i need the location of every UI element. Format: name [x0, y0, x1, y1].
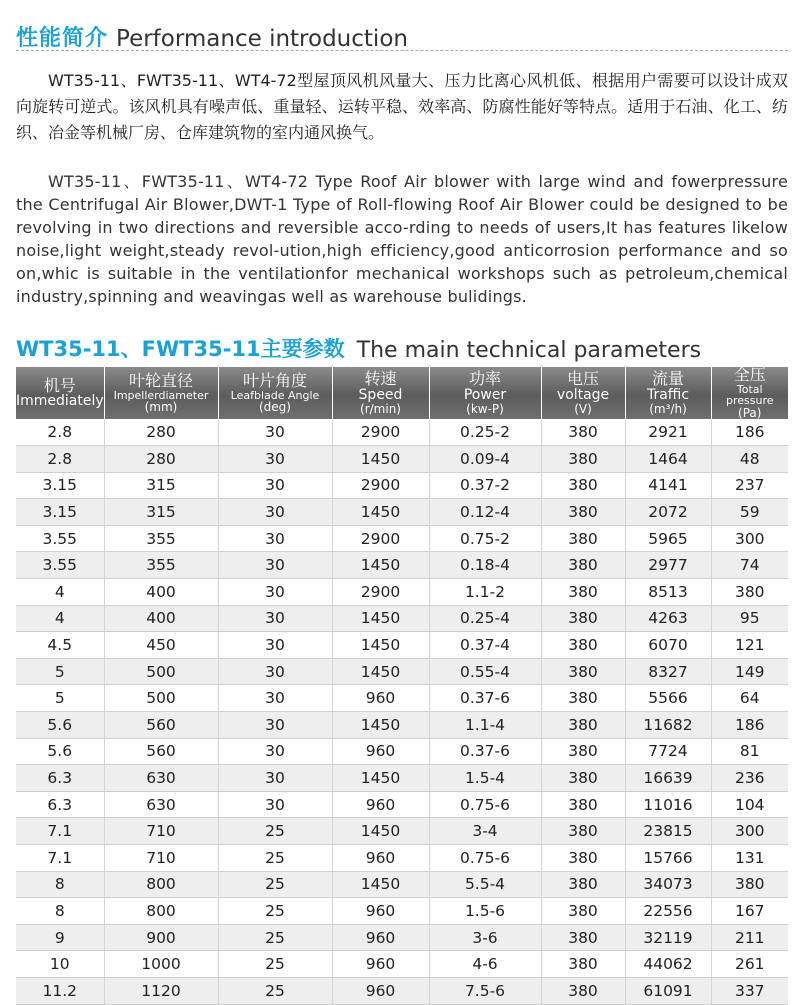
cell-total-pressure: 261: [711, 951, 788, 978]
cell-impeller-diameter: 1120: [104, 977, 218, 1004]
cell-voltage: 380: [541, 446, 625, 473]
params-title-en: The main technical parameters: [356, 338, 702, 363]
table-row: [16, 685, 788, 712]
cell-speed: 960: [332, 791, 429, 818]
cell-model: 4: [16, 579, 104, 606]
cell-power: 0.25-2: [429, 419, 541, 445]
cell-speed: 960: [332, 738, 429, 765]
cell-power: 0.12-4: [429, 499, 541, 526]
table-row: [16, 951, 788, 978]
cell-blade-angle: 30: [218, 685, 332, 712]
cell-speed: 1450: [332, 632, 429, 659]
cell-blade-angle: 30: [218, 632, 332, 659]
cell-traffic: 2072: [625, 499, 711, 526]
cell-power: 0.09-4: [429, 446, 541, 473]
cell-traffic: 16639: [625, 765, 711, 792]
cell-power: 0.55-4: [429, 658, 541, 685]
cell-total-pressure: 64: [711, 685, 788, 712]
cell-impeller-diameter: 280: [104, 419, 218, 445]
cell-total-pressure: 237: [711, 472, 788, 499]
table-row: [16, 446, 788, 473]
cell-impeller-diameter: 355: [104, 525, 218, 552]
cell-blade-angle: 30: [218, 446, 332, 473]
cell-traffic: 34073: [625, 871, 711, 898]
cell-total-pressure: 186: [711, 712, 788, 739]
header-impeller-diameter: 叶轮直径 Impellerdiameter (mm): [104, 367, 218, 419]
cell-model: 2.8: [16, 419, 104, 445]
cell-speed: 960: [332, 685, 429, 712]
cell-total-pressure: 81: [711, 738, 788, 765]
cell-voltage: 380: [541, 419, 625, 445]
cell-speed: 960: [332, 951, 429, 978]
cell-impeller-diameter: 280: [104, 446, 218, 473]
cell-speed: 1450: [332, 499, 429, 526]
cell-total-pressure: 380: [711, 871, 788, 898]
cell-blade-angle: 30: [218, 552, 332, 579]
cell-power: 0.75-6: [429, 844, 541, 871]
cell-speed: 960: [332, 924, 429, 951]
section-header: [16, 12, 788, 52]
table-row: [16, 738, 788, 765]
cell-model: 5.6: [16, 712, 104, 739]
cell-model: 5: [16, 685, 104, 712]
cell-voltage: 380: [541, 525, 625, 552]
cell-model: 9: [16, 924, 104, 951]
cell-blade-angle: 25: [218, 818, 332, 845]
cell-blade-angle: 30: [218, 499, 332, 526]
intro-paragraph-cn: WT35-11、FWT35-11、WT4-72型屋顶风机风量大、压力比离心风机低、根据用户需要可以设计成双向旋转可逆式。该风机具有噪声低、重量轻、运转平稳、效率高、防腐性能好等特点。适用于石油、化工、纺织、冶金等机械厂房、仓库建筑物的室内通风换气。: [16, 71, 788, 142]
cell-blade-angle: 30: [218, 605, 332, 632]
cell-model: 11.2: [16, 977, 104, 1004]
cell-impeller-diameter: 560: [104, 712, 218, 739]
cell-total-pressure: 300: [711, 525, 788, 552]
cell-model: 10: [16, 951, 104, 978]
cell-power: 5.5-4: [429, 871, 541, 898]
cell-voltage: 380: [541, 898, 625, 925]
section-title-cn: 性能简介: [16, 26, 109, 51]
cell-speed: 1450: [332, 712, 429, 739]
cell-voltage: 380: [541, 871, 625, 898]
cell-traffic: 8513: [625, 579, 711, 606]
cell-blade-angle: 30: [218, 712, 332, 739]
cell-impeller-diameter: 315: [104, 472, 218, 499]
cell-total-pressure: 121: [711, 632, 788, 659]
table-row: [16, 658, 788, 685]
header-power: 功率 Power (kw-P): [429, 367, 541, 419]
cell-voltage: 380: [541, 632, 625, 659]
table-row: [16, 898, 788, 925]
table-row: [16, 791, 788, 818]
cell-voltage: 380: [541, 977, 625, 1004]
cell-speed: 1450: [332, 605, 429, 632]
cell-impeller-diameter: 710: [104, 818, 218, 845]
header-traffic: 流量 Traffic (m³/h): [625, 367, 711, 419]
cell-speed: 1450: [332, 446, 429, 473]
cell-traffic: 23815: [625, 818, 711, 845]
cell-voltage: 380: [541, 499, 625, 526]
cell-speed: 2900: [332, 525, 429, 552]
table-row: [16, 472, 788, 499]
cell-traffic: 7724: [625, 738, 711, 765]
cell-model: 3.55: [16, 552, 104, 579]
table-body: [16, 419, 788, 1004]
table-row: [16, 818, 788, 845]
cell-speed: 1450: [332, 765, 429, 792]
cell-blade-angle: 25: [218, 951, 332, 978]
table-row: [16, 632, 788, 659]
header-blade-angle: 叶片角度 Leafblade Angle (deg): [218, 367, 332, 419]
cell-traffic: 11016: [625, 791, 711, 818]
cell-power: 0.75-2: [429, 525, 541, 552]
cell-blade-angle: 25: [218, 844, 332, 871]
header-total-pressure: 全压 Total pressure (Pa): [711, 367, 788, 419]
cell-impeller-diameter: 900: [104, 924, 218, 951]
cell-power: 4-6: [429, 951, 541, 978]
cell-traffic: 61091: [625, 977, 711, 1004]
cell-speed: 960: [332, 977, 429, 1004]
cell-speed: 2900: [332, 472, 429, 499]
cell-power: 0.37-4: [429, 632, 541, 659]
params-header: [16, 333, 788, 363]
cell-blade-angle: 25: [218, 898, 332, 925]
cell-voltage: 380: [541, 844, 625, 871]
cell-power: 3-4: [429, 818, 541, 845]
cell-traffic: 2921: [625, 419, 711, 445]
parameters-table: [16, 367, 788, 1005]
cell-traffic: 8327: [625, 658, 711, 685]
cell-traffic: 2977: [625, 552, 711, 579]
table-row: [16, 977, 788, 1004]
cell-impeller-diameter: 1000: [104, 951, 218, 978]
cell-total-pressure: 167: [711, 898, 788, 925]
cell-traffic: 6070: [625, 632, 711, 659]
cell-impeller-diameter: 560: [104, 738, 218, 765]
cell-total-pressure: 337: [711, 977, 788, 1004]
cell-voltage: 380: [541, 951, 625, 978]
cell-blade-angle: 30: [218, 472, 332, 499]
cell-blade-angle: 30: [218, 419, 332, 445]
cell-traffic: 4141: [625, 472, 711, 499]
cell-traffic: 44062: [625, 951, 711, 978]
cell-speed: 960: [332, 898, 429, 925]
cell-model: 7.1: [16, 844, 104, 871]
cell-voltage: 380: [541, 924, 625, 951]
table-row: [16, 552, 788, 579]
cell-power: 0.37-2: [429, 472, 541, 499]
header-speed: 转速 Speed (r/min): [332, 367, 429, 419]
cell-impeller-diameter: 800: [104, 898, 218, 925]
cell-power: 1.1-4: [429, 712, 541, 739]
cell-voltage: 380: [541, 765, 625, 792]
table-row: [16, 765, 788, 792]
cell-model: 7.1: [16, 818, 104, 845]
cell-blade-angle: 30: [218, 738, 332, 765]
cell-total-pressure: 300: [711, 818, 788, 845]
cell-speed: 1450: [332, 871, 429, 898]
cell-total-pressure: 186: [711, 419, 788, 445]
cell-impeller-diameter: 400: [104, 605, 218, 632]
cell-power: 0.37-6: [429, 738, 541, 765]
cell-model: 3.55: [16, 525, 104, 552]
cell-voltage: 380: [541, 791, 625, 818]
cell-model: 5: [16, 658, 104, 685]
cell-impeller-diameter: 355: [104, 552, 218, 579]
cell-total-pressure: 104: [711, 791, 788, 818]
cell-power: 1.5-4: [429, 765, 541, 792]
cell-power: 0.37-6: [429, 685, 541, 712]
cell-traffic: 15766: [625, 844, 711, 871]
table-row: [16, 605, 788, 632]
cell-traffic: 11682: [625, 712, 711, 739]
cell-speed: 1450: [332, 552, 429, 579]
cell-total-pressure: 74: [711, 552, 788, 579]
table-row: [16, 712, 788, 739]
cell-traffic: 4263: [625, 605, 711, 632]
table-row: [16, 871, 788, 898]
cell-model: 8: [16, 871, 104, 898]
table-row: [16, 924, 788, 951]
cell-model: 3.15: [16, 499, 104, 526]
header-divider: [16, 50, 788, 51]
cell-speed: 960: [332, 844, 429, 871]
header-voltage: 电压 voltage (V): [541, 367, 625, 419]
cell-model: 2.8: [16, 446, 104, 473]
cell-total-pressure: 48: [711, 446, 788, 473]
cell-speed: 2900: [332, 579, 429, 606]
cell-impeller-diameter: 800: [104, 871, 218, 898]
table-row: [16, 499, 788, 526]
cell-speed: 1450: [332, 818, 429, 845]
cell-speed: 1450: [332, 658, 429, 685]
intro-paragraph-en: WT35-11、FWT35-11、WT4-72 Type Roof Air blower with large wind and fowerpressure the Centrifugal Air Blower,DWT-1 Type of Roll-flowing Roof Air Blower could be designed to be revolving in two directions and reversible acco-rding to needs of users,It has features likelow noise,light weight,steady revol-ution,high efficiency,good anticorrosion performance and so on,whic is suitable in the ventilationfor mechanical workshops such as petroleum,chemical industry,spinning and weavingas well as warehouse bulidings.: [16, 172, 788, 306]
cell-voltage: 380: [541, 552, 625, 579]
cell-voltage: 380: [541, 738, 625, 765]
section-title-en: Performance introduction: [116, 26, 408, 52]
cell-blade-angle: 25: [218, 871, 332, 898]
cell-impeller-diameter: 315: [104, 499, 218, 526]
cell-blade-angle: 30: [218, 791, 332, 818]
cell-blade-angle: 30: [218, 579, 332, 606]
cell-speed: 2900: [332, 419, 429, 445]
cell-traffic: 5566: [625, 685, 711, 712]
cell-power: 1.1-2: [429, 579, 541, 606]
cell-voltage: 380: [541, 472, 625, 499]
cell-model: 5.6: [16, 738, 104, 765]
cell-blade-angle: 30: [218, 765, 332, 792]
cell-traffic: 1464: [625, 446, 711, 473]
cell-model: 3.15: [16, 472, 104, 499]
cell-traffic: 5965: [625, 525, 711, 552]
table-row: [16, 525, 788, 552]
cell-voltage: 380: [541, 818, 625, 845]
cell-impeller-diameter: 500: [104, 658, 218, 685]
cell-total-pressure: 95: [711, 605, 788, 632]
cell-total-pressure: 131: [711, 844, 788, 871]
cell-model: 4: [16, 605, 104, 632]
cell-impeller-diameter: 630: [104, 765, 218, 792]
cell-total-pressure: 211: [711, 924, 788, 951]
cell-model: 6.3: [16, 765, 104, 792]
cell-model: 4.5: [16, 632, 104, 659]
cell-voltage: 380: [541, 712, 625, 739]
cell-traffic: 32119: [625, 924, 711, 951]
table-header-row: [16, 367, 788, 419]
cell-power: 3-6: [429, 924, 541, 951]
cell-blade-angle: 25: [218, 977, 332, 1004]
table-row: [16, 844, 788, 871]
cell-total-pressure: 236: [711, 765, 788, 792]
table-row: [16, 579, 788, 606]
table-row: [16, 419, 788, 445]
cell-power: 0.75-6: [429, 791, 541, 818]
cell-total-pressure: 380: [711, 579, 788, 606]
cell-impeller-diameter: 450: [104, 632, 218, 659]
params-title-cn: WT35-11、FWT35-11主要参数: [16, 337, 345, 361]
cell-total-pressure: 59: [711, 499, 788, 526]
cell-impeller-diameter: 400: [104, 579, 218, 606]
cell-power: 7.5-6: [429, 977, 541, 1004]
cell-blade-angle: 30: [218, 658, 332, 685]
cell-voltage: 380: [541, 685, 625, 712]
cell-impeller-diameter: 710: [104, 844, 218, 871]
cell-total-pressure: 149: [711, 658, 788, 685]
cell-impeller-diameter: 500: [104, 685, 218, 712]
cell-traffic: 22556: [625, 898, 711, 925]
cell-blade-angle: 25: [218, 924, 332, 951]
cell-power: 0.25-4: [429, 605, 541, 632]
cell-power: 0.18-4: [429, 552, 541, 579]
cell-model: 8: [16, 898, 104, 925]
cell-voltage: 380: [541, 605, 625, 632]
cell-blade-angle: 30: [218, 525, 332, 552]
cell-impeller-diameter: 630: [104, 791, 218, 818]
header-model: 机号 Immediately: [16, 367, 104, 419]
cell-voltage: 380: [541, 658, 625, 685]
cell-power: 1.5-6: [429, 898, 541, 925]
cell-model: 6.3: [16, 791, 104, 818]
cell-voltage: 380: [541, 579, 625, 606]
